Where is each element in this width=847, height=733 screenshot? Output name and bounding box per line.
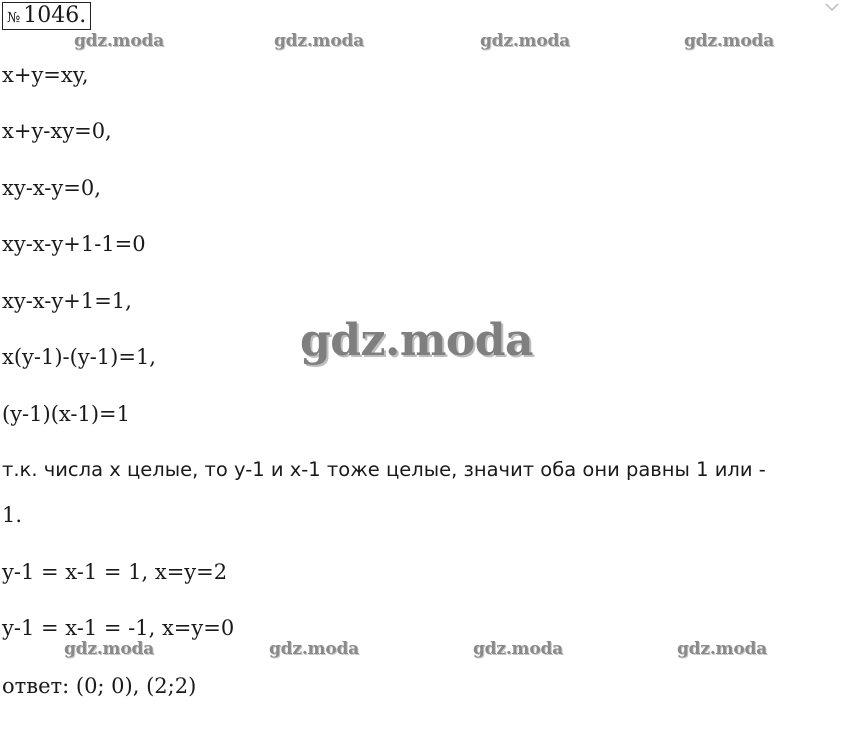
solution-line: xy-x-y+1-1=0 [2,232,146,256]
watermark: gdz.moda [269,639,359,659]
watermark: gdz.moda [274,31,364,51]
corner-mark-icon [825,2,839,12]
answer-line: ответ: (0; 0), (2;2) [2,674,197,698]
solution-line: x+y-xy=0, [2,119,112,143]
watermark: gdz.moda [74,31,164,51]
solution-line: y-1 = x-1 = 1, x=y=2 [2,560,228,584]
solution-line: (y-1)(x-1)=1 [2,402,130,426]
watermark: gdz.moda [684,31,774,51]
watermark-large: gdz.moda [300,315,534,366]
task-number-box [2,2,91,30]
watermark: gdz.moda [677,639,767,659]
solution-line: т.к. числа x целые, то y-1 и x-1 тоже целые, значит оба они равны 1 или - [2,458,766,481]
solution-line: xy-x-y+1=1, [2,289,132,313]
solution-line: x+y=xy, [2,63,89,87]
task-number: 1046. [23,3,87,28]
solution-line: 1. [2,503,23,527]
watermark: gdz.moda [64,639,154,659]
number-sign: № [7,10,21,26]
watermark: gdz.moda [480,31,570,51]
watermark: gdz.moda [473,639,563,659]
solution-line: xy-x-y=0, [2,176,101,200]
solution-line: x(y-1)-(y-1)=1, [2,345,156,369]
solution-line: y-1 = x-1 = -1, x=y=0 [2,616,235,640]
